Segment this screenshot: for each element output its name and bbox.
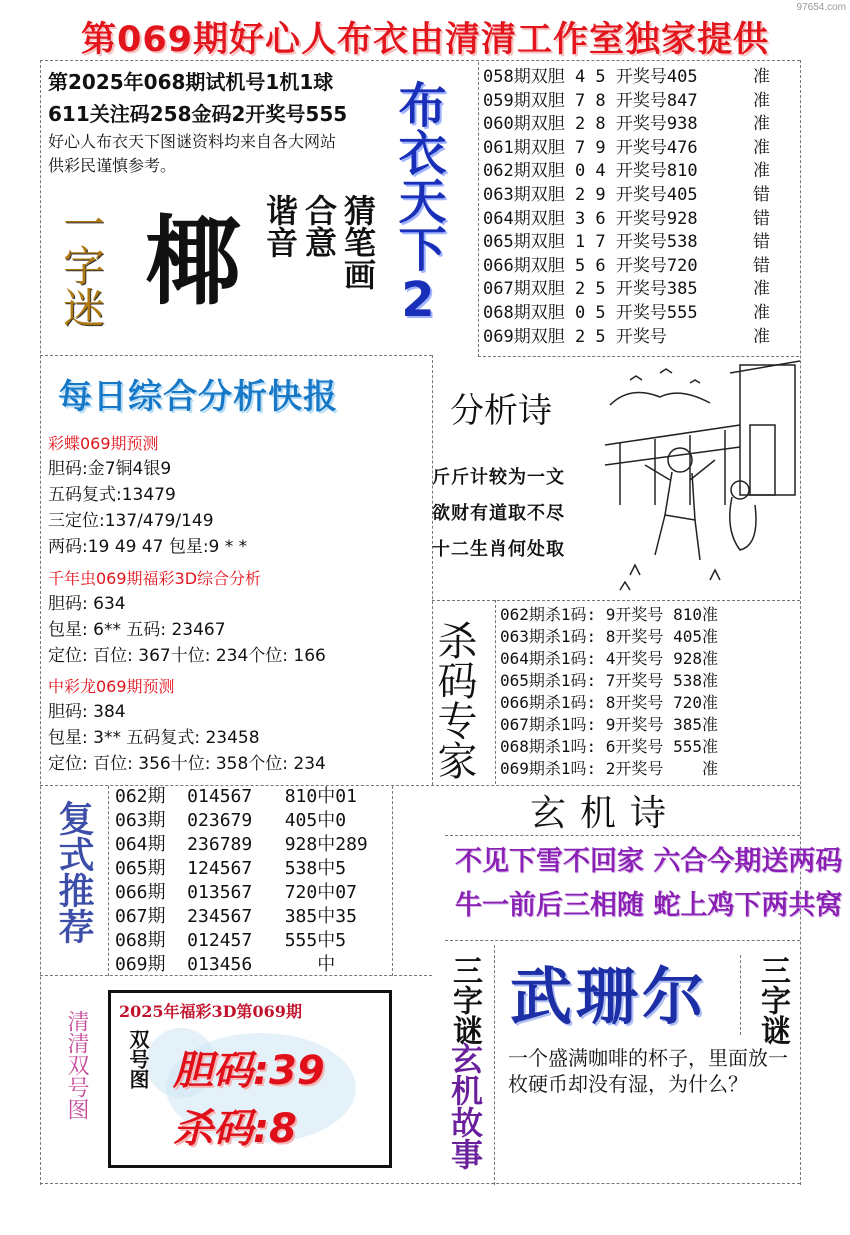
trial-line-2: 611关注码258金码2开奖号555 [48, 102, 348, 126]
section-line: 定位: 百位: 367十位: 234个位: 166 [48, 646, 326, 666]
history-mark: 准 [753, 137, 770, 158]
history-mark: 错 [753, 255, 770, 276]
poem-line: 斤斤计较为一文 [432, 467, 565, 488]
kill-row: 063期杀1码: 8开奖号 405准 [500, 627, 718, 646]
history-text: 061期双胆 7 9 开奖号476 [483, 137, 698, 158]
cartoon-illustration [600, 355, 800, 600]
history-list [483, 66, 801, 349]
riddle-hint-3: 谐音 [261, 194, 299, 258]
section-header: 千年虫069期福彩3D综合分析 [48, 569, 262, 588]
shuanghao-tag: 清清双号图 [64, 1010, 89, 1120]
history-mark: 准 [753, 90, 770, 111]
kill-row: 068期杀1吗: 6开奖号 555准 [500, 737, 718, 756]
history-row [483, 160, 801, 184]
history-text: 065期双胆 1 7 开奖号538 [483, 232, 698, 253]
riddle-hints [262, 194, 375, 290]
history-mark: 准 [753, 114, 770, 135]
section-line: 两码:19 49 47 包星:9 * * [48, 537, 248, 557]
kill-row: 062期杀1码: 9开奖号 810准 [500, 605, 718, 624]
kill-row: 064期杀1码: 4开奖号 928准 [500, 649, 718, 668]
fushi-row: 062期 014567 810中01 [115, 786, 357, 807]
history-text: 069期双胆 2 5 开奖号 [483, 326, 667, 347]
history-mark: 准 [753, 326, 770, 347]
kill-box-left [495, 600, 496, 784]
riddle-divider [40, 355, 432, 356]
xuanji-line-1: 不见下雪不回家 六合今期送两码 [455, 846, 843, 877]
sanzimi-tag-right: 三字谜 [755, 955, 790, 1045]
riddle-character: 椰 [145, 205, 241, 318]
xuanji-divider [445, 835, 800, 836]
bottom-divider [40, 1183, 800, 1184]
prediction-zhongcailong [48, 675, 428, 777]
xuanji-title: 玄机诗 [530, 793, 681, 834]
fushi-row: 064期 236789 928中289 [115, 834, 368, 855]
history-row [483, 278, 801, 302]
history-mark: 准 [753, 302, 770, 323]
history-row [483, 90, 801, 114]
section-line: 胆码:金7铜4银9 [48, 459, 172, 479]
history-mark: 错 [753, 208, 770, 229]
poem-title: 分析诗 [450, 391, 552, 431]
shuanghao-side: 双号图 [126, 1029, 150, 1089]
riddle-tag: 一字迷 [57, 202, 106, 328]
kill-expert-tag: 杀码专家 [431, 620, 477, 780]
history-text: 062期双胆 0 4 开奖号810 [483, 161, 698, 182]
shuanghao-box [108, 990, 392, 1168]
history-text: 068期双胆 0 5 开奖号555 [483, 302, 698, 323]
poem-lines [432, 460, 565, 568]
history-mark: 准 [753, 279, 770, 300]
section-line: 定位: 百位: 356十位: 358个位: 234 [48, 754, 326, 774]
trial-info [48, 66, 433, 178]
section-line: 胆码: 384 [48, 702, 126, 722]
history-row [483, 66, 801, 90]
xuanji-line-2: 牛一前后三相随 蛇上鸡下两共窝 [455, 890, 843, 921]
outer-left-divider [40, 60, 41, 1185]
history-text: 064期双胆 3 6 开奖号928 [483, 208, 698, 229]
story-tag: 玄机故事 [446, 1042, 484, 1170]
fushi-row: 068期 012457 555中5 [115, 930, 347, 951]
history-row [483, 255, 801, 279]
top-divider [40, 60, 800, 61]
story-text: 一个盛满咖啡的杯子，里面放一枚硬币却没有湿，为什么？ [508, 1046, 788, 1096]
history-mark: 准 [753, 161, 770, 182]
kill-row: 069期杀1吗: 2开奖号 准 [500, 759, 718, 778]
history-text: 066期双胆 5 6 开奖号720 [483, 255, 698, 276]
history-text: 060期双胆 2 8 开奖号938 [483, 114, 698, 135]
fushi-row: 065期 124567 538中5 [115, 858, 347, 879]
riddle-hint-2: 合意 [300, 194, 338, 258]
shuanghao-sha: 杀码:8 [173, 1106, 297, 1152]
fushi-row: 063期 023679 405中0 [115, 810, 347, 831]
poem-line: 欲财有道取不尽 [432, 503, 565, 524]
fushi-list [115, 785, 368, 977]
history-mark: 错 [753, 184, 770, 205]
kill-row: 067期杀1吗: 9开奖号 385准 [500, 715, 718, 734]
section-line: 胆码: 634 [48, 594, 126, 614]
history-row [483, 184, 801, 208]
trial-line-3: 好心人布衣天下图谜资料均来自各大网站 [48, 132, 337, 151]
section-line: 包星: 6** 五码: 23467 [48, 620, 226, 640]
history-mark: 准 [753, 67, 770, 87]
kill-list [500, 604, 718, 780]
history-row [483, 137, 801, 161]
history-text: 067期双胆 2 5 开奖号385 [483, 279, 698, 300]
history-row [483, 302, 801, 326]
daily-report-title: 每日综合分析快报 [58, 377, 338, 417]
section-header: 中彩龙069期预测 [48, 677, 175, 696]
history-row [483, 208, 801, 232]
site-watermark: 97654.com [796, 2, 846, 13]
kill-row: 065期杀1码: 7开奖号 538准 [500, 671, 718, 690]
kill-row: 066期杀1码: 8开奖号 720准 [500, 693, 718, 712]
history-row [483, 326, 801, 350]
history-row [483, 113, 801, 137]
section-line: 包星: 3** 五码复式: 23458 [48, 728, 260, 748]
section-line: 三定位:137/479/149 [48, 511, 214, 531]
sanzimi-answer: 武珊尔 [510, 960, 709, 1033]
riddle-hint-1: 猜笔画 [339, 194, 377, 290]
trial-line-4: 供彩民谨慎参考。 [48, 156, 177, 175]
history-text: 058期双胆 4 5 开奖号405 [483, 67, 698, 87]
shuanghao-head: 2025年福彩3D第069期 [119, 1002, 302, 1021]
history-mark: 错 [753, 232, 770, 253]
brand-title: 布衣天下2 [390, 80, 446, 328]
xuanji-lines [455, 840, 842, 928]
fushi-row: 067期 234567 385中35 [115, 906, 357, 927]
section-line: 五码复式:13479 [48, 485, 176, 505]
section-header: 彩蝶069期预测 [48, 434, 159, 453]
page-title: 第069期好心人布衣由清清工作室独家提供 [80, 20, 770, 60]
fushi-tag: 复式推荐 [53, 800, 94, 944]
fushi-row: 066期 013567 720中07 [115, 882, 357, 903]
xuanji-bottom-divider [445, 940, 800, 941]
sanzimi-tag-left: 三字谜 [447, 955, 482, 1045]
prediction-caidie [48, 432, 428, 560]
sanzimi-left-divider [494, 945, 495, 1185]
history-text: 063期双胆 2 9 开奖号405 [483, 184, 698, 205]
prediction-qiannianchong [48, 567, 428, 669]
fushi-row: 069期 013456 中 [115, 954, 336, 975]
history-text: 059期双胆 7 8 开奖号847 [483, 90, 698, 111]
sanzimi-right-divider [740, 955, 741, 1035]
trial-line-1: 第2025年068期试机号1机1球 [48, 70, 334, 94]
shuanghao-dan: 胆码:39 [173, 1048, 325, 1094]
history-row [483, 231, 801, 255]
poem-line: 十二生肖何处取 [432, 539, 565, 560]
